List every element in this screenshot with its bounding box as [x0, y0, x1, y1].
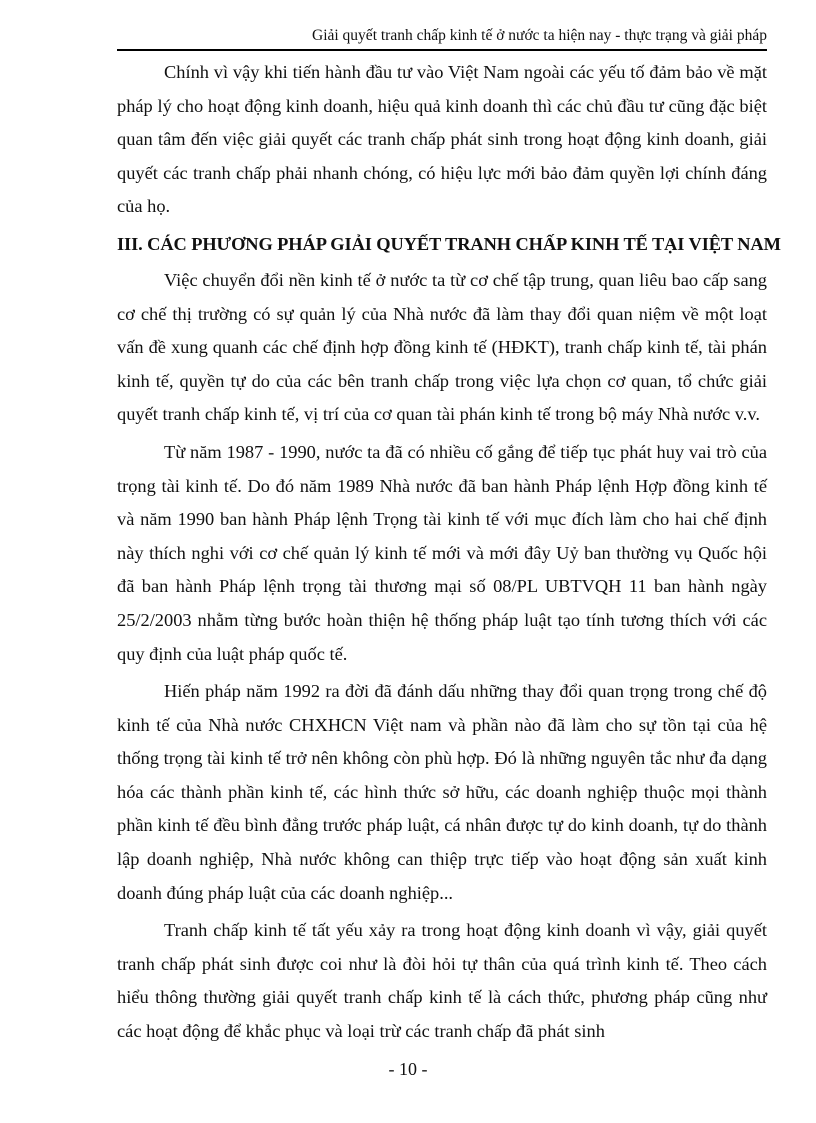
page-number: - 10 - — [388, 1059, 428, 1079]
paragraph-2: Việc chuyển đổi nền kinh tế ở nước ta từ cơ chế tập trung, quan liêu bao cấp sang cơ chế thị trường có sự quản lý của Nhà nước đã làm thay đổi quan niệm về một loạt vấn đề xung quanh các chế định hợp đồng kinh tế (HĐKT), tranh chấp kinh tế, tài phán kinh tế, quyền tự do của các bên tranh chấp trong việc lựa chọn cơ quan, tổ chức giải quyết tranh chấp kinh tế, vị trí của cơ quan tài phán kinh tế trong bộ máy Nhà nước v.v. — [117, 269, 767, 425]
page-body — [117, 56, 781, 1053]
paragraph-3: Từ năm 1987 - 1990, nước ta đã có nhiều cố gắng để tiếp tục phát huy vai trò của trọng tài kinh tế. Do đó năm 1989 Nhà nước đã ban hành Pháp lệnh Hợp đồng kinh tế và năm 1990 ban hành Pháp lệnh Trọng tài kinh tế với mục đích làm cho hai chế định này thích nghi với cơ chế quản lý kinh tế mới và mới đây Uỷ ban thường vụ Quốc hội đã ban hành Pháp lệnh trọng tài thương mại số 08/PL UBTVQH 11 ban hành ngày 25/2/2003 nhằm từng bước hoàn thiện hệ thống pháp luật tạo tính tương thích với các quy định của luật pháp quốc tế. — [117, 441, 767, 664]
header-divider — [117, 49, 767, 51]
running-header: Giải quyết tranh chấp kinh tế ở nước ta hiện nay - thực trạng và giải pháp — [312, 27, 767, 44]
paragraph-1: Chính vì vậy khi tiến hành đầu tư vào Việt Nam ngoài các yếu tố đảm bảo về mặt pháp lý cho hoạt động kinh doanh, hiệu quả kinh doanh thì các chủ đầu tư cũng đặc biệt quan tâm đến việc giải quyết các tranh chấp phát sinh trong hoạt động kinh doanh, giải quyết các tranh chấp phải nhanh chóng, có hiệu lực mới bảo đảm quyền lợi chính đáng của họ. — [117, 62, 767, 217]
paragraph-4: Hiến pháp năm 1992 ra đời đã đánh dấu những thay đổi quan trọng trong chế độ kinh tế của Nhà nước CHXHCN Việt nam và phần nào đã làm cho sự tồn tại của hệ thống trọng tài kinh tế trở nên không còn phù hợp. Đó là những nguyên tắc như đa dạng hóa các thành phần kinh tế, các hình thức sở hữu, các doanh nghiệp thuộc mọi thành phần kinh tế đều bình đẳng trước pháp luật, cá nhân được tự do kinh doanh, tự do thành lập doanh nghiệp, Nhà nước không can thiệp trực tiếp vào hoạt động sản xuất kinh doanh đúng pháp luật của các doanh nghiệp... — [117, 681, 767, 903]
paragraph-5: Tranh chấp kinh tế tất yếu xảy ra trong hoạt động kinh doanh vì vậy, giải quyết tranh chấp phát sinh được coi như là đòi hỏi tự thân của quá trình kinh tế. Theo cách hiểu thông thường giải quyết tranh chấp kinh tế là cách thức, phương pháp cũng như các hoạt động để khắc phục và loại trừ các tranh chấp đã phát sinh — [117, 920, 767, 1042]
section-heading: III. CÁC PHƯƠNG PHÁP GIẢI QUYẾT TRANH CHẤP KINH TẾ TẠI VIỆT NAM — [117, 233, 781, 254]
